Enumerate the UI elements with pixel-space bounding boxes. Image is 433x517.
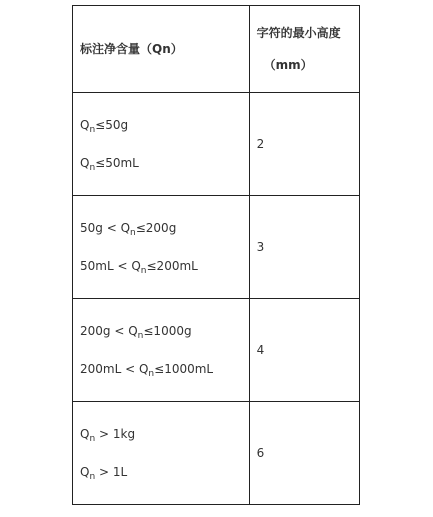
table-header-row [73, 6, 360, 93]
table-row [73, 93, 360, 196]
min-height-value: 6 [256, 446, 265, 460]
min-height-cell [249, 196, 359, 299]
min-height-cell [249, 299, 359, 402]
header-min-char-height-label: 字符的最小高度 [256, 26, 341, 40]
net-content-table [72, 5, 360, 505]
min-height-cell [249, 402, 359, 505]
header-min-char-height [249, 6, 359, 93]
min-height-value: 2 [256, 137, 265, 151]
min-height-value: 3 [256, 240, 265, 254]
net-content-cell [73, 93, 250, 196]
volume-range: $200mL < Q_n\le 1000mL$ [80, 362, 214, 379]
net-content-cell [73, 196, 250, 299]
min-height-cell [249, 93, 359, 196]
mass-range: $Q_n\le 50g$ [80, 118, 129, 135]
volume-range: $Q_n\le 50mL$ [80, 156, 139, 173]
net-content-cell [73, 299, 250, 402]
header-net-content [73, 6, 250, 93]
header-net-content-label: 标注净含量（Qn） [80, 42, 183, 56]
volume-range: $50mL < Q_n\le 200mL$ [80, 259, 198, 276]
volume-range: $Q_n > 1L$ [80, 465, 128, 482]
mass-range: $50g < Q_n\le 200g$ [80, 221, 177, 238]
table-row [73, 299, 360, 402]
header-unit-label: （mm） [263, 58, 313, 72]
mass-range: $Q_n > 1kg$ [80, 427, 136, 444]
table-row [73, 402, 360, 505]
table-row [73, 196, 360, 299]
net-content-cell [73, 402, 250, 505]
min-height-value: 4 [256, 343, 265, 357]
mass-range: $200g < Q_n\le 1000g$ [80, 324, 192, 341]
